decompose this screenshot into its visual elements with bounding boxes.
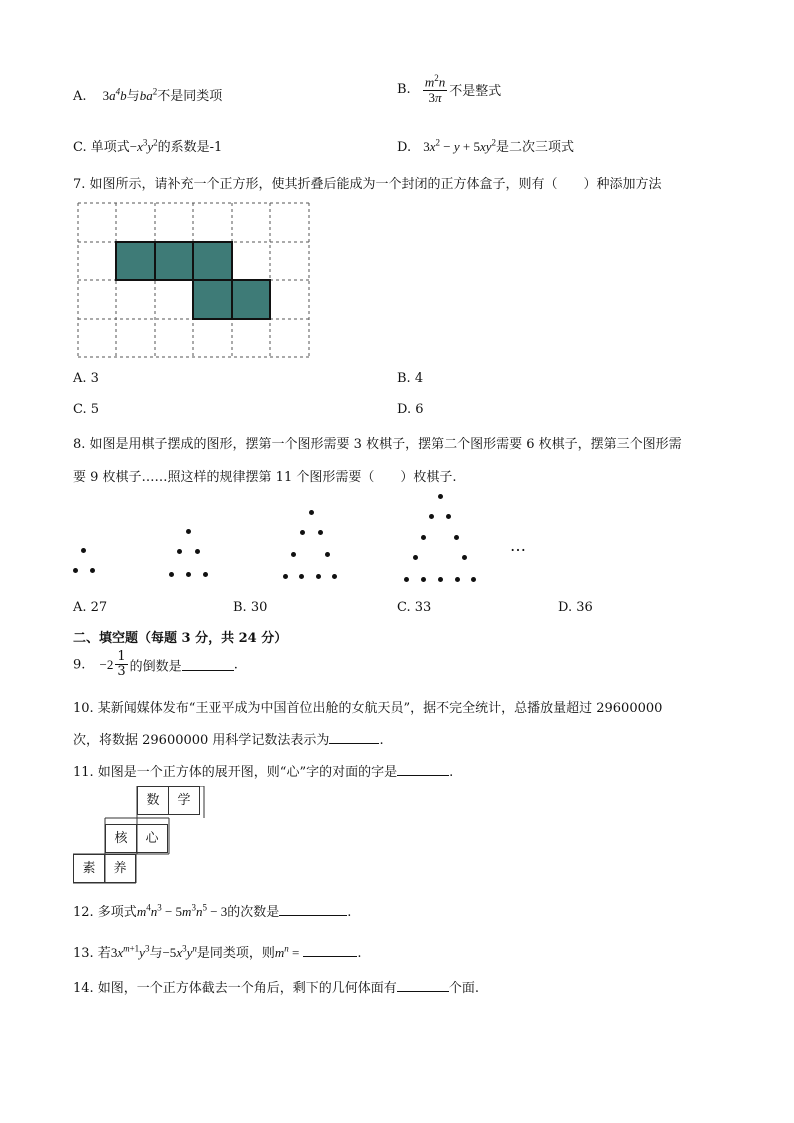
q7-option-d: D. 6 bbox=[397, 402, 424, 417]
q8-stone bbox=[429, 514, 434, 519]
q8-stone bbox=[454, 535, 459, 540]
net-cell: 心 bbox=[136, 824, 168, 853]
q6-option-c: C. 单项式$-x^3y^2$的系数是-1 bbox=[73, 137, 223, 155]
q13: 13. 若$3x^{m+1}y^3$与$-5x^3y^n$是同类项，则$m^n$ = . bbox=[73, 943, 362, 961]
q14: 14. 如图，一个正方体截去一个角后，剩下的几何体面有 个面. bbox=[73, 981, 479, 996]
q6-option-a: A. $3a^4b$与$ba^2$不是同类项 bbox=[73, 86, 223, 104]
q8-option-c: C. 33 bbox=[397, 600, 432, 615]
q11-question: 11. 如图是一个正方体的展开图，则“心”字的对面的字是 . bbox=[73, 765, 454, 780]
q10-line2: 次，将数据 29600000 用科学记数法表示为 . bbox=[73, 733, 384, 748]
q8-stone bbox=[332, 574, 337, 579]
q12: 12. 多项式$m^4n^3 - 5m^3n^5 - 3$的次数是 . bbox=[73, 902, 352, 920]
q8-stone bbox=[291, 552, 296, 557]
q7-option-c: C. 5 bbox=[73, 402, 100, 417]
q8-stone bbox=[316, 574, 321, 579]
q7-square-2 bbox=[155, 242, 193, 280]
q9: 9. −2 $\frac{1}{3}$ 的倒数是 . bbox=[73, 649, 238, 680]
q6-b-fraction: $\frac{m^2n}{3\pi}$ bbox=[424, 73, 446, 105]
q7-option-b: B. 4 bbox=[397, 371, 424, 386]
q8-option-d: D. 36 bbox=[558, 600, 593, 615]
q7-question: 7. 如图所示，请补充一个正方形，使其折叠后能成为一个封闭的正方体盒子，则有（ ）种添加方法 bbox=[73, 177, 662, 192]
net-cell: 素 bbox=[73, 854, 105, 883]
q9-fraction: $\frac{1}{3}$ bbox=[117, 649, 126, 680]
q13-expr3: $m^n$ = bbox=[274, 943, 300, 960]
q6-a-expr1: $3a^4b$ bbox=[102, 86, 127, 103]
q11-answer-blank[interactable] bbox=[397, 763, 449, 776]
q8-stone bbox=[195, 549, 200, 554]
q12-expr: $m^4n^3 - 5m^3n^5 - 3$ bbox=[136, 902, 228, 919]
q8-option-b: B. 30 bbox=[233, 600, 268, 615]
q8-stone bbox=[309, 510, 314, 515]
q8-stone bbox=[471, 577, 476, 582]
net-cell: 养 bbox=[104, 854, 136, 883]
q7-square-4 bbox=[193, 280, 232, 319]
q8-stone bbox=[318, 530, 323, 535]
net-cell: 数 bbox=[137, 786, 169, 815]
q8-ellipsis: … bbox=[510, 536, 525, 555]
q8-stone bbox=[421, 577, 426, 582]
q10-line1: 10. 某新闻媒体发布“王亚平成为中国首位出舱的女航天员”，据不完全统计，总播放量超过 29600000 bbox=[73, 701, 663, 716]
q8-stone bbox=[300, 530, 305, 535]
q8-stone bbox=[73, 568, 78, 573]
q9-answer-blank[interactable] bbox=[182, 658, 234, 671]
q6-c-expr: $-x^3y^2$ bbox=[129, 137, 158, 154]
q8-stone bbox=[203, 572, 208, 577]
q8-stone bbox=[90, 568, 95, 573]
q8-stone bbox=[299, 574, 304, 579]
q8-stone bbox=[438, 494, 443, 499]
section-title: 二、填空题（每题 3 分，共 24 分） bbox=[73, 631, 288, 646]
net-cell: 核 bbox=[105, 824, 137, 853]
q8-line2: 要 9 枚棋子……照这样的规律摆第 11 个图形需要（ ）枚棋子. bbox=[73, 470, 457, 485]
q7-grid-figure bbox=[77, 202, 311, 360]
net-cell: 学 bbox=[168, 786, 200, 815]
q8-stone bbox=[446, 514, 451, 519]
q8-stone bbox=[404, 577, 409, 582]
q8-stone bbox=[413, 555, 418, 560]
q6-option-d: D. $3x^2 - y + 5xy^2$是二次三项式 bbox=[397, 137, 575, 155]
q6-a-expr2: $ba^2$ bbox=[139, 86, 158, 103]
q10-answer-blank[interactable] bbox=[329, 731, 379, 744]
q8-line1: 8. 如图是用棋子摆成的图形，摆第一个图形需要 3 枚棋子，摆第二个图形需要 6 枚棋子，摆第三个图形需 bbox=[73, 437, 682, 452]
q13-answer-blank[interactable] bbox=[303, 944, 357, 957]
q8-stone bbox=[462, 555, 467, 560]
q7-square-3 bbox=[193, 242, 232, 280]
q6-d-expr: $3x^2 - y + 5xy^2$ bbox=[423, 137, 497, 154]
q14-answer-blank[interactable] bbox=[397, 979, 449, 992]
q11-net-outline bbox=[73, 786, 207, 886]
q7-filled-squares bbox=[116, 242, 270, 319]
q8-stone bbox=[283, 574, 288, 579]
q8-stone bbox=[81, 548, 86, 553]
q7-square-5 bbox=[232, 280, 270, 319]
q8-stone bbox=[177, 549, 182, 554]
q8-stone bbox=[186, 529, 191, 534]
q13-expr2: $-5x^3y^n$ bbox=[162, 943, 197, 960]
q8-stone bbox=[169, 572, 174, 577]
q7-square-1 bbox=[116, 242, 155, 280]
q6-option-b: B. $\frac{m^2n}{3\pi}$ 不是整式 bbox=[397, 73, 502, 105]
q13-expr1: $3x^{m+1}y^3$ bbox=[110, 943, 150, 960]
q8-option-a: A. 27 bbox=[73, 600, 108, 615]
q8-stone bbox=[455, 577, 460, 582]
q8-stone bbox=[325, 552, 330, 557]
q8-stone bbox=[438, 577, 443, 582]
q12-answer-blank[interactable] bbox=[279, 903, 347, 916]
q7-option-a: A. 3 bbox=[73, 371, 99, 386]
q8-stone bbox=[421, 535, 426, 540]
q8-stone bbox=[186, 572, 191, 577]
